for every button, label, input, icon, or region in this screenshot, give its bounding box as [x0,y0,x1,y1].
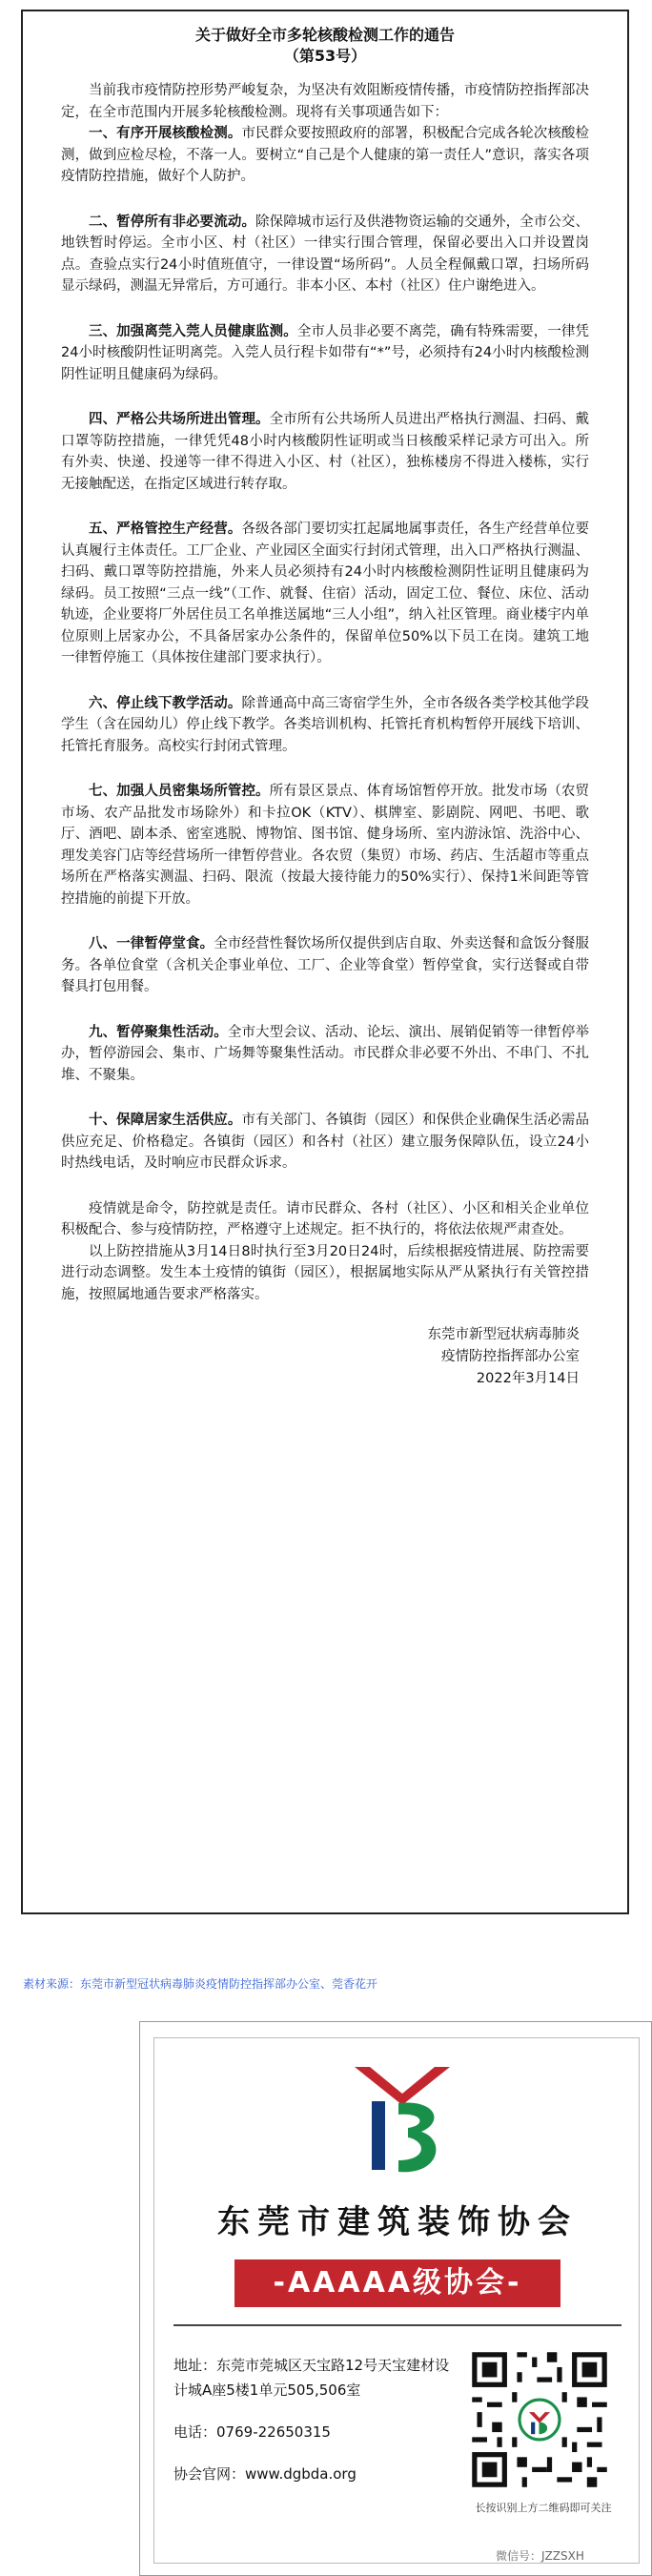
phone-row [173,2420,459,2444]
source-label: 素材来源： [23,1977,81,1991]
section-heading: 六、停止线下教学活动。 [89,695,242,711]
signature-org-line1: 东莞市新型冠状病毒肺炎 [427,1327,580,1342]
qr-code-icon[interactable] [467,2347,612,2492]
section-body: 所有景区景点、体育场馆暂停开放。批发市场（农贸市场、农产品批发市场除外）和卡拉OK（KTV）、棋牌室、影剧院、网吧、书吧、歌厅、酒吧、剧本杀、密室逃脱、博物馆、图书馆、健身场所、室内游泳馆、洗浴中心、理发美容门店等经营场所一律暂停营业。各农贸（集贸）市场、药店、生活超市等重点场所在严格落实测温、扫码、限流（按最大接待能力的50%实行）、保持1米间距等管控措施的前提下开放。 [61,784,590,907]
source-text: 东莞市新型冠状病毒肺炎疫情防控指挥部办公室、莞香花开 [80,1977,378,1991]
address-value: 东莞市莞城区天宝路12号天宝建材设计城A座5楼1单元505,506室 [173,2357,450,2399]
website-link[interactable]: www.dgbda.org [245,2465,357,2483]
section-body: 各级各部门要切实扛起属地属事责任，各生产经营单位要认真履行主体责任。工厂企业、产业园区全面实行封闭式管理，出入口严格执行测温、扫码、戴口罩等防控措施，外来人员必须持有24小时内核酸检测阴性证明且健康码为绿码。员工按照“三点一线”（工作、就餐、住宿）活动，固定工位、餐位、床位、活动轨迹，企业要将厂外居住员工名单推送属地“三人小组”，纳入社区管理。商业楼宇内单位原则上居家办公，不具备居家办公条件的，保留单位50%以下员工在岗。建筑工地一律暂停施工（具体按住建部门要求执行）。 [61,521,590,665]
section-1 [61,123,589,188]
association-ad-card [139,2021,652,2576]
section-body: 除普通高中高三寄宿学生外，全市各级各类学校其他学段学生（含在园幼儿）停止线下教学。各类培训机构、托管托育机构暂停开展线下培训、托管托育服务。高校实行封闭式管理。 [61,695,590,754]
association-grade-badge: -AAAAA级协会- [234,2259,560,2307]
website-row [173,2462,459,2486]
section-heading: 七、加强人员密集场所管控。 [89,784,270,799]
section-9 [61,1022,589,1087]
association-logo-icon [345,2055,459,2189]
section-2 [61,212,589,297]
source-credit [23,1975,377,1992]
section-body: 市民群众要按照政府的部署，积极配合完成各轮次核酸检测，做到应检尽检，不落一人。要树立“自己是个人健康的第一责任人”意识，落实各项疫情防控措施，做好个人防护。 [61,126,590,184]
section-body: 全市人员非必要不离莞，确有特殊需要，一律凭24小时核酸阴性证明离莞。入莞人员行程卡如带有“*”号，必须持有24小时内核酸检测阴性证明且健康码为绿码。 [61,323,590,382]
section-heading: 五、严格管控生产经营。 [89,521,242,537]
signature-org-line2: 疫情防控指挥部办公室 [441,1349,580,1364]
section-body: 全市所有公共场所人员进出严格执行测温、扫码、戴口罩等防控措施，一律凭凭48小时内核酸阴性证明或当日核酸采样记录方可出入。所有外卖、快递、投递等一律不得进入小区、村（社区），独栋楼房不得进入楼栋，实行无接触配送，在指定区域进行转存取。 [61,412,590,492]
notice-number: （第53号） [283,47,367,65]
section-heading: 二、暂停所有非必要流动。 [89,214,256,230]
notice-document [21,10,629,1914]
section-body: 全市经营性餐饮场所仅提供到店自取、外卖送餐和盒饭分餐服务。各单位食堂（含机关企事业单位、工厂、企业等食堂）暂停堂食，实行送餐或自带餐具打包用餐。 [61,936,590,994]
section-heading: 十、保障居家生活供应。 [89,1113,242,1128]
ad-inner-frame [153,2037,640,2564]
qr-caption: 长按识别上方二维码即可关注 [475,2502,612,2514]
section-8 [61,933,589,998]
section-5 [61,519,589,669]
section-heading: 九、暂停聚集性活动。 [89,1024,228,1040]
section-4 [61,409,589,495]
section-heading: 四、严格公共场所进出管理。 [89,412,270,427]
section-body: 全市大型会议、活动、论坛、演出、展销促销等一律暂停举办，暂停游园会、集市、广场舞等聚集性活动。市民群众非必要不外出、不串门、不扎堆、不聚集。 [61,1024,589,1083]
signature-date: 2022年3月14日 [476,1371,580,1386]
notice-intro: 当前我市疫情防控形势严峻复杂，为坚决有效阻断疫情传播，市疫情防控指挥部决定，在全市范围内开展多轮核酸检测。现将有关事项通告如下： [61,83,589,120]
section-heading: 三、加强离莞入莞人员健康监测。 [89,323,297,339]
phone-value[interactable]: 0769-22650315 [216,2423,331,2441]
website-label: 协会官网： [173,2465,246,2483]
section-7 [61,781,589,910]
section-body: 市有关部门、各镇街（园区）和保供企业确保生活必需品供应充足、价格稳定。各镇街（园区）和各村（社区）建立服务保障队伍，设立24小时热线电话，及时响应市民群众诉求。 [61,1113,590,1171]
address-label: 地址： [173,2357,217,2374]
signature-block [61,1324,589,1390]
section-heading: 一、有序开展核酸检测。 [89,126,242,141]
closing-paragraph: 疫情就是命令，防控就是责任。请市民群众、各村（社区）、小区和相关企业单位积极配合、参与疫情防控，严格遵守上述规定。拒不执行的，将依法依规严肃查处。 [61,1200,589,1237]
address-row [173,2353,459,2402]
section-10 [61,1110,589,1175]
section-body: 除保障城市运行及供港物资运输的交通外，全市公交、地铁暂时停运。全市小区、村（社区）一律实行围合管理，保留必要出入口并设置岗点。查验点实行24小时值班值守，一律设置“场所码”。人员全程佩戴口罩，扫场所码显示绿码，测温无异常后，方可通行。非本小区、本村（社区）住户谢绝进入。 [61,214,590,294]
section-heading: 八、一律暂停堂食。 [89,936,214,951]
phone-label: 电话： [173,2423,217,2441]
notice-title: 关于做好全市多轮核酸检测工作的通告 [194,26,455,44]
association-name: 东莞市建筑装饰协会 [217,2203,578,2241]
section-3 [61,321,589,386]
contact-info [173,2353,459,2504]
effective-period-paragraph: 以上防控措施从3月14日8时执行至3月20日24时，后续根据疫情进展、防控需要进行动态调整。发生本土疫情的镇街（园区），根据属地实际从严从紧执行有关管控措施，按照属地通告要求严格落实。 [61,1243,589,1302]
section-6 [61,693,589,758]
wechat-watermark: 微信号：JZZSXH [496,2549,584,2563]
ad-divider [173,2324,621,2326]
